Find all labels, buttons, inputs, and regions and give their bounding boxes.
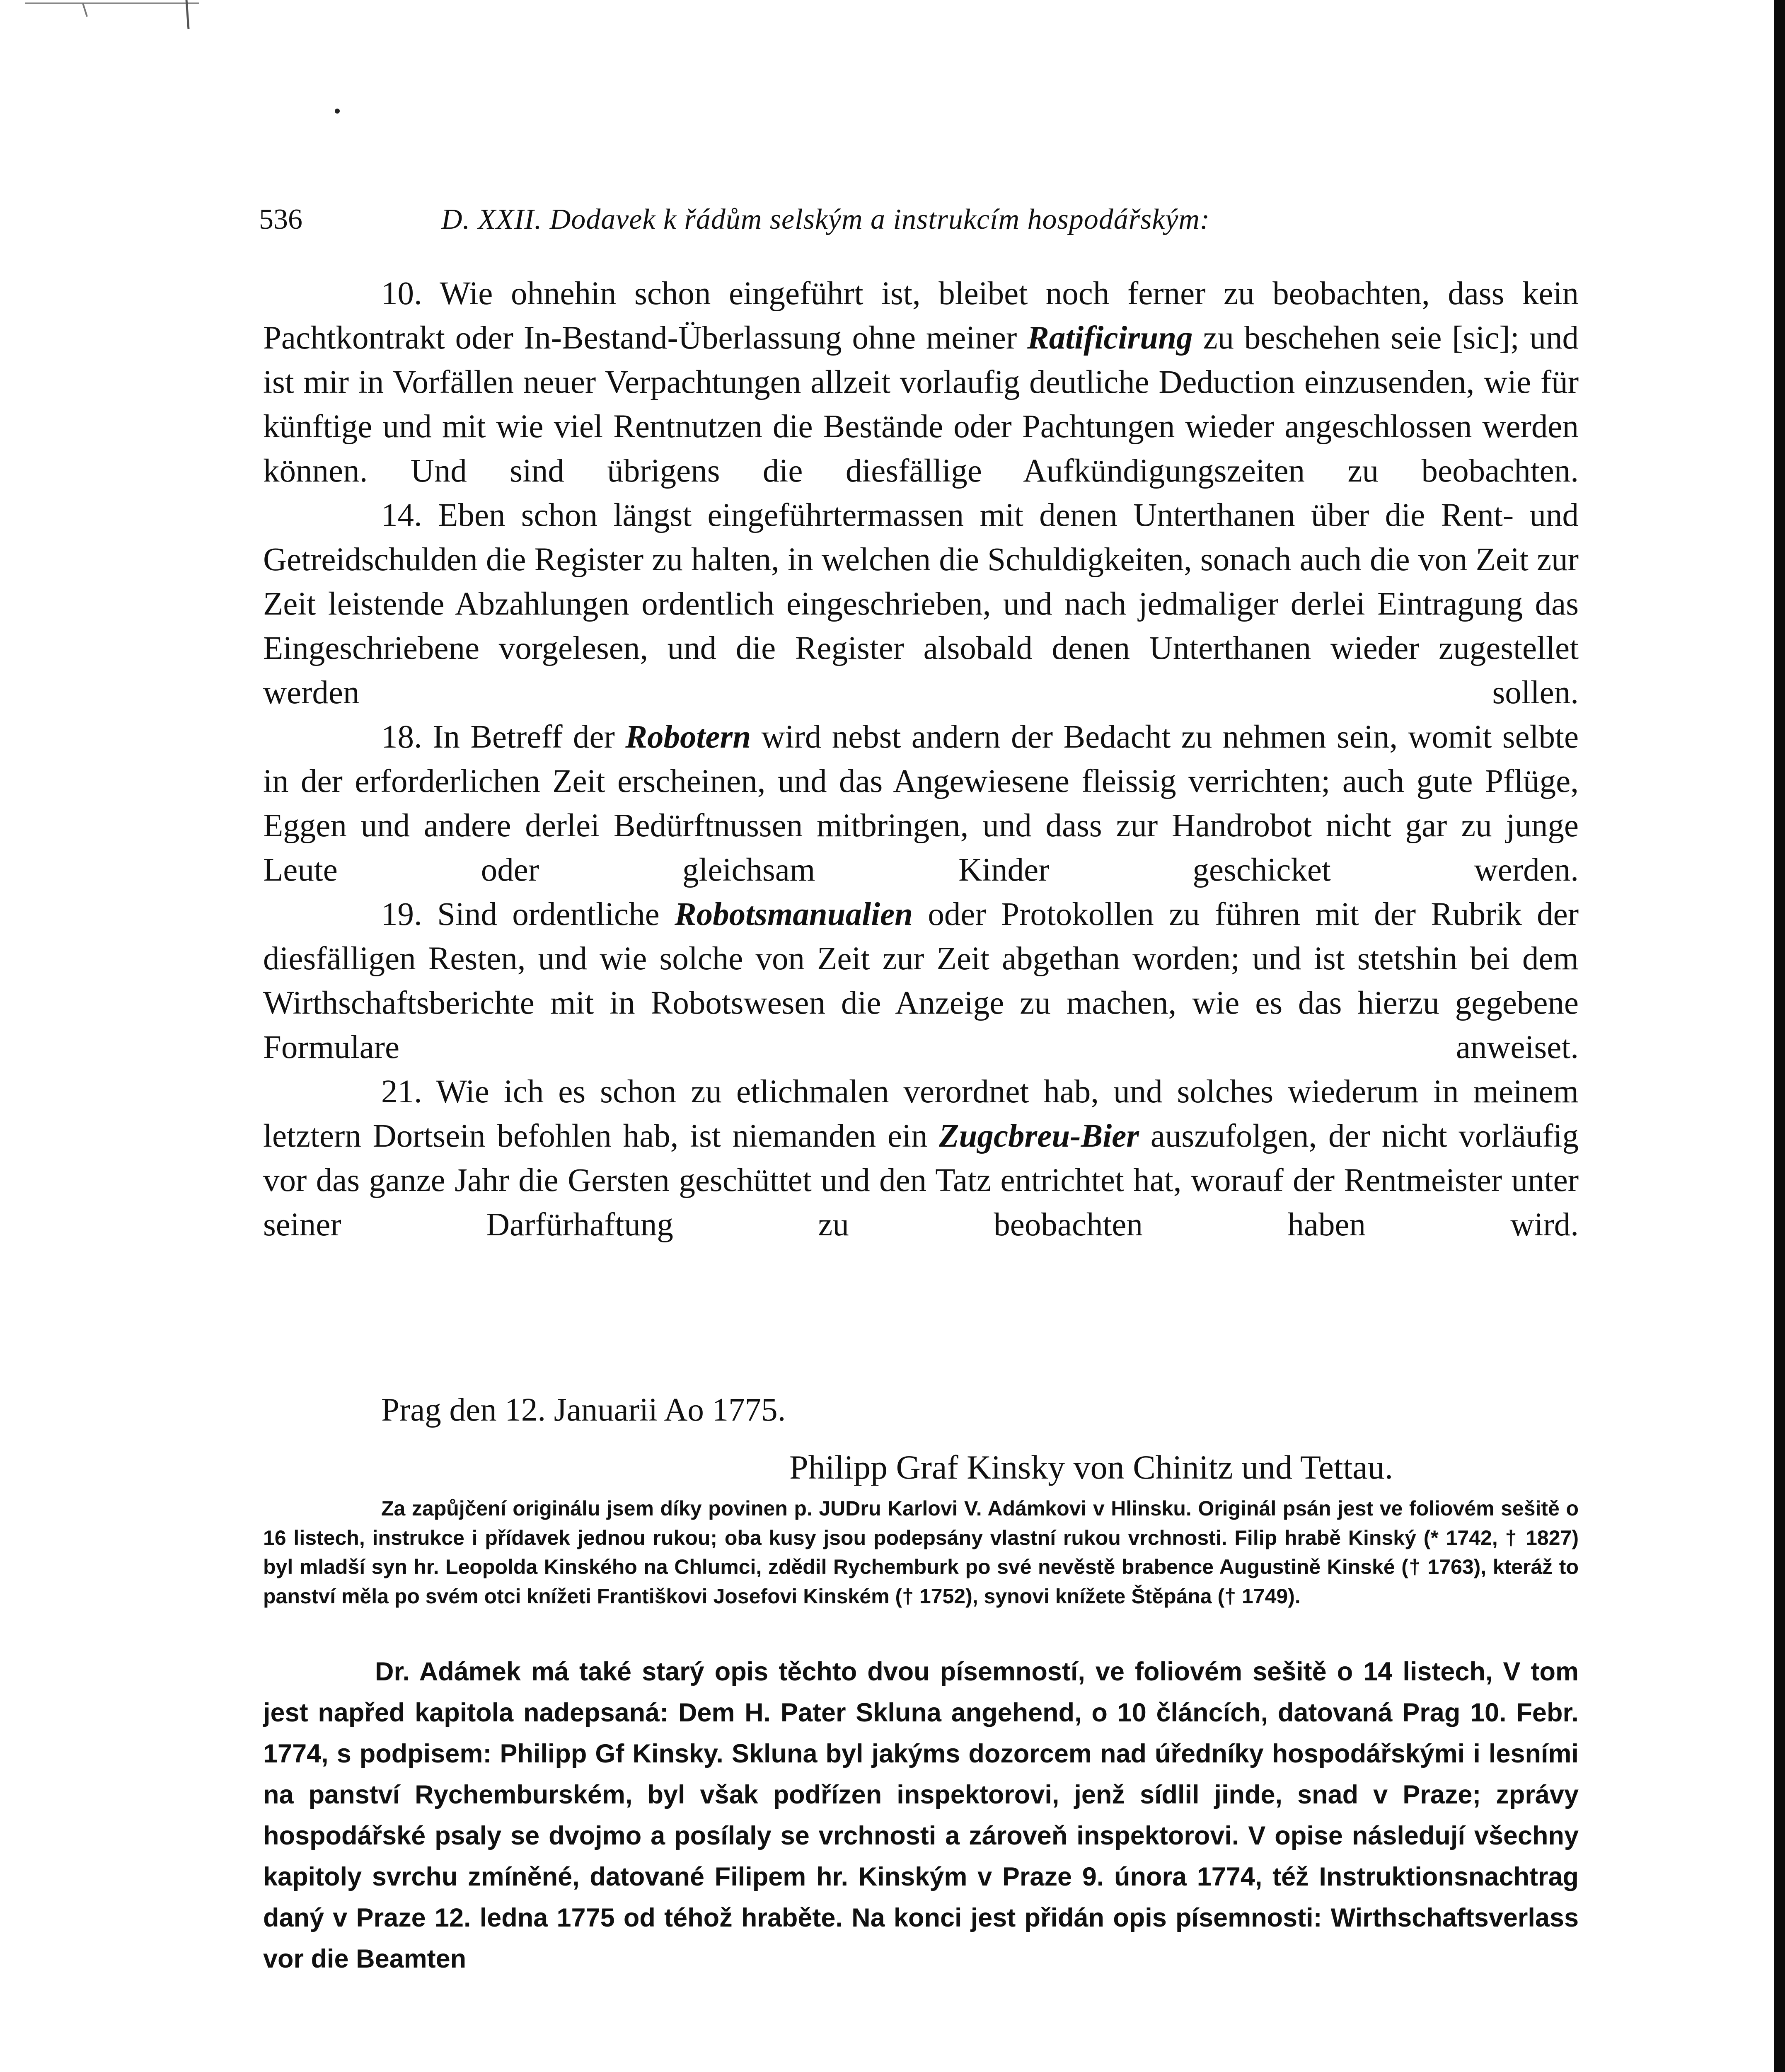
paragraph-text: auszufolgen, der nicht vorläufig vor das ganze Jahr die Gersten geschüttet und den Tatz entrichtet hat, worauf der Rentmeister unter seiner Darfürhaftung zu beobachten haben wird. [263,1118,1579,1243]
scan-speck [335,109,340,114]
paragraph-text: oder Protokollen zu führen mit der Rubrik der diesfälligen Resten, und wie solche von Zeit zur Zeit abgethan worden; und ist stetshin bei dem Wirthschaftsberichte mit in Robotswesen die Anzeige zu machen, wie es das hierzu gegebene Formulare anweiset. [263,896,1579,1065]
paragraph-19 [263,892,1579,1070]
paragraph-10 [263,271,1579,493]
paragraph-14 [263,493,1579,715]
scan-border-right [1774,0,1785,2072]
paragraph-text: zu beschehen seie [sic]; und ist mir in Vorfällen neuer Verpachtungen allzeit vorlaufig deutliche Deduction einzusenden, wie für künftige und mit wie viel Rentnutzen die Bestände oder Pachtungen wieder angeschlossen werden können. Und sind übrigens die diesfällige Aufkündigungszeiten zu beobachten. [263,320,1579,489]
page-number: 536 [259,203,302,235]
paragraph-number: 10. [381,276,422,312]
emphasized-term: Zugcbreu-Bier [939,1118,1139,1154]
scan-corner-mark [25,0,199,37]
paragraph-18 [263,715,1579,892]
paragraph-number: 19. [381,896,422,932]
editorial-commentary [263,1651,1579,1980]
paragraph-text: Wie ich es schon zu etlichmalen verordnet hab, und solches wiederum in meinem letztern Dortsein befohlen hab, ist niemanden ein [263,1074,1579,1154]
emphasized-term: Robotsmanualien [674,896,913,932]
emphasized-term: Ratificirung [1027,320,1193,356]
page-header [259,199,1394,240]
paragraph-21 [263,1070,1579,1247]
closing-date: Prag den 12. Januarii Ao 1775. [381,1392,786,1428]
commentary-text: Dr. Adámek má také starý opis těchto dvou písemností, ve foliovém sešitě o 14 listech, V tom jest napřed kapitola nadepsaná: Dem H. Pater Skluna angehend, o 10 článcích, datovaná Prag 10. Febr. 1774, s podpisem: Philipp Gf Kinsky. Skluna byl jakýms dozorcem nad úředníky hospodářskými i lesními na panství Rychemburském, byl však podřízen inspektorovi, jenž sídlil jinde, snad v Praze; zprávy hospodářské psaly se dvojmo a posílaly se vrchnosti a zároveň inspektorovi. V opise následují všechny kapitoly svrchu zmíněné, datované Filipem hr. Kinským v Praze 9. února 1774, též Instruktionsnachtrag daný v Praze 12. ledna 1775 od téhož hraběte. Na konci jest přidán opis písemnosti: Wirthschaftsverlass vor die Beamten [263,1657,1579,1973]
paragraph-number: 18. [381,719,422,755]
paragraph-number: 14. [381,497,422,533]
paragraph-text: Wie ohnehin schon eingeführt ist, bleibet noch ferner zu beobachten, dass kein Pachtkontrakt oder In-Bestand-Überlassung ohne meiner [263,276,1579,356]
paragraph-text: Sind ordentliche [437,896,660,932]
paragraph-text: In Betreff der [433,719,615,755]
editorial-footnote [263,1494,1579,1611]
instruction-text [263,271,1579,1247]
paragraph-text: Eben schon längst eingeführtermassen mit denen Unterthanen über die Rent- und Getreidschulden die Register zu halten, in welchen die Schuldigkeiten, sonach auch die von Zeit zur Zeit leistende Abzahlungen ordentlich eingeschrieben, und nach jedmaliger derlei Eintragung das Eingeschriebene vorgelesen, und die Register alsobald denen Unterthanen wieder zugestellet werden sollen. [263,497,1579,711]
emphasized-term: Robotern [625,719,751,755]
closing-signature: Philipp Graf Kinsky von Chinitz und Tettau. [789,1448,1393,1486]
paragraph-text: wird nebst andern der Bedacht zu nehmen sein, womit selbte in der erforderlichen Zeit erscheinen, und das Angewiesene fleissig verrichten; auch gute Pflüge, Eggen und andere derlei Bedürftnussen mitbringen, und dass zur Handrobot nicht gar zu junge Leute oder gleichsam Kinder geschicket werden. [263,719,1579,888]
footnote-text: Za zapůjčení originálu jsem díky povinen p. JUDru Karlovi V. Adámkovi v Hlinsku. Originál psán jest ve foliovém sešitě o 16 listech, instrukce i přídavek jednou rukou; oba kusy jsou podepsány vlastní rukou vrchnosti. Filip hrabě Kinský (* 1742, † 1827) byl mladší syn hr. Leopolda Kinského na Chlumci, zdědil Rychemburk po své nevěstě brabence Augustině Kinské († 1763), kteráž to panství měla po svém otci knížeti Františkovi Josefovi Kinském († 1752), synovi knížete Štěpána († 1749). [263,1497,1579,1608]
paragraph-number: 21. [381,1074,422,1110]
running-title: D. XXII. Dodavek k řádům selským a instrukcím hospodářským: [441,203,1210,235]
